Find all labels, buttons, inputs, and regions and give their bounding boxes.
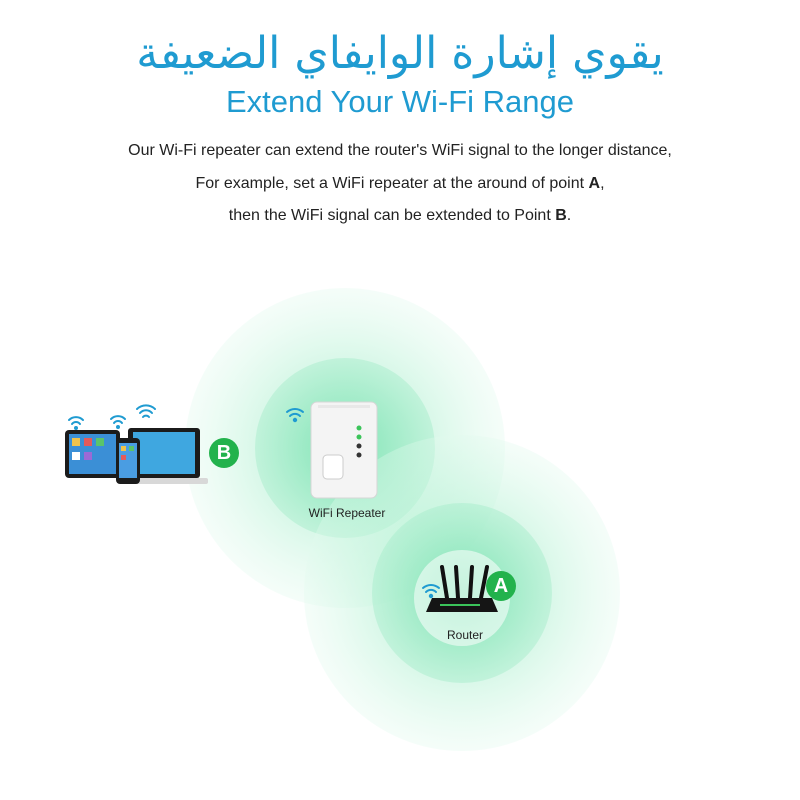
device-wifi-icon-3 xyxy=(137,405,155,417)
phone-icon xyxy=(116,438,140,484)
page-title: Extend Your Wi-Fi Range xyxy=(225,84,575,119)
description-line-2-prefix: For example, set a WiFi repeater at the around of point xyxy=(195,175,589,192)
wifi-repeater-label: WiFi Repeater xyxy=(308,506,386,520)
description-line-3-prefix: then the WiFi signal can be extended to Point xyxy=(228,207,556,224)
description-point-a: A xyxy=(588,175,601,192)
description-line-3-suffix: . xyxy=(566,207,572,224)
description-line-2-suffix: , xyxy=(600,175,605,192)
device-wifi-icon-1 xyxy=(69,417,83,429)
router-label: Router xyxy=(446,628,484,642)
description-point-b: B xyxy=(555,207,567,224)
arabic-title: يقوي إشارة الوايفاي الضعيفة xyxy=(136,28,664,79)
description-line-1-text: Our Wi-Fi repeater can extend the router's WiFi signal to the longer distance, xyxy=(128,142,672,159)
wifi-repeater-device xyxy=(311,402,377,498)
device-wifi-icon-2 xyxy=(111,416,125,428)
tablet-icon xyxy=(65,430,120,478)
point-b-badge: B xyxy=(209,438,239,468)
point-a-badge: A xyxy=(486,571,516,601)
